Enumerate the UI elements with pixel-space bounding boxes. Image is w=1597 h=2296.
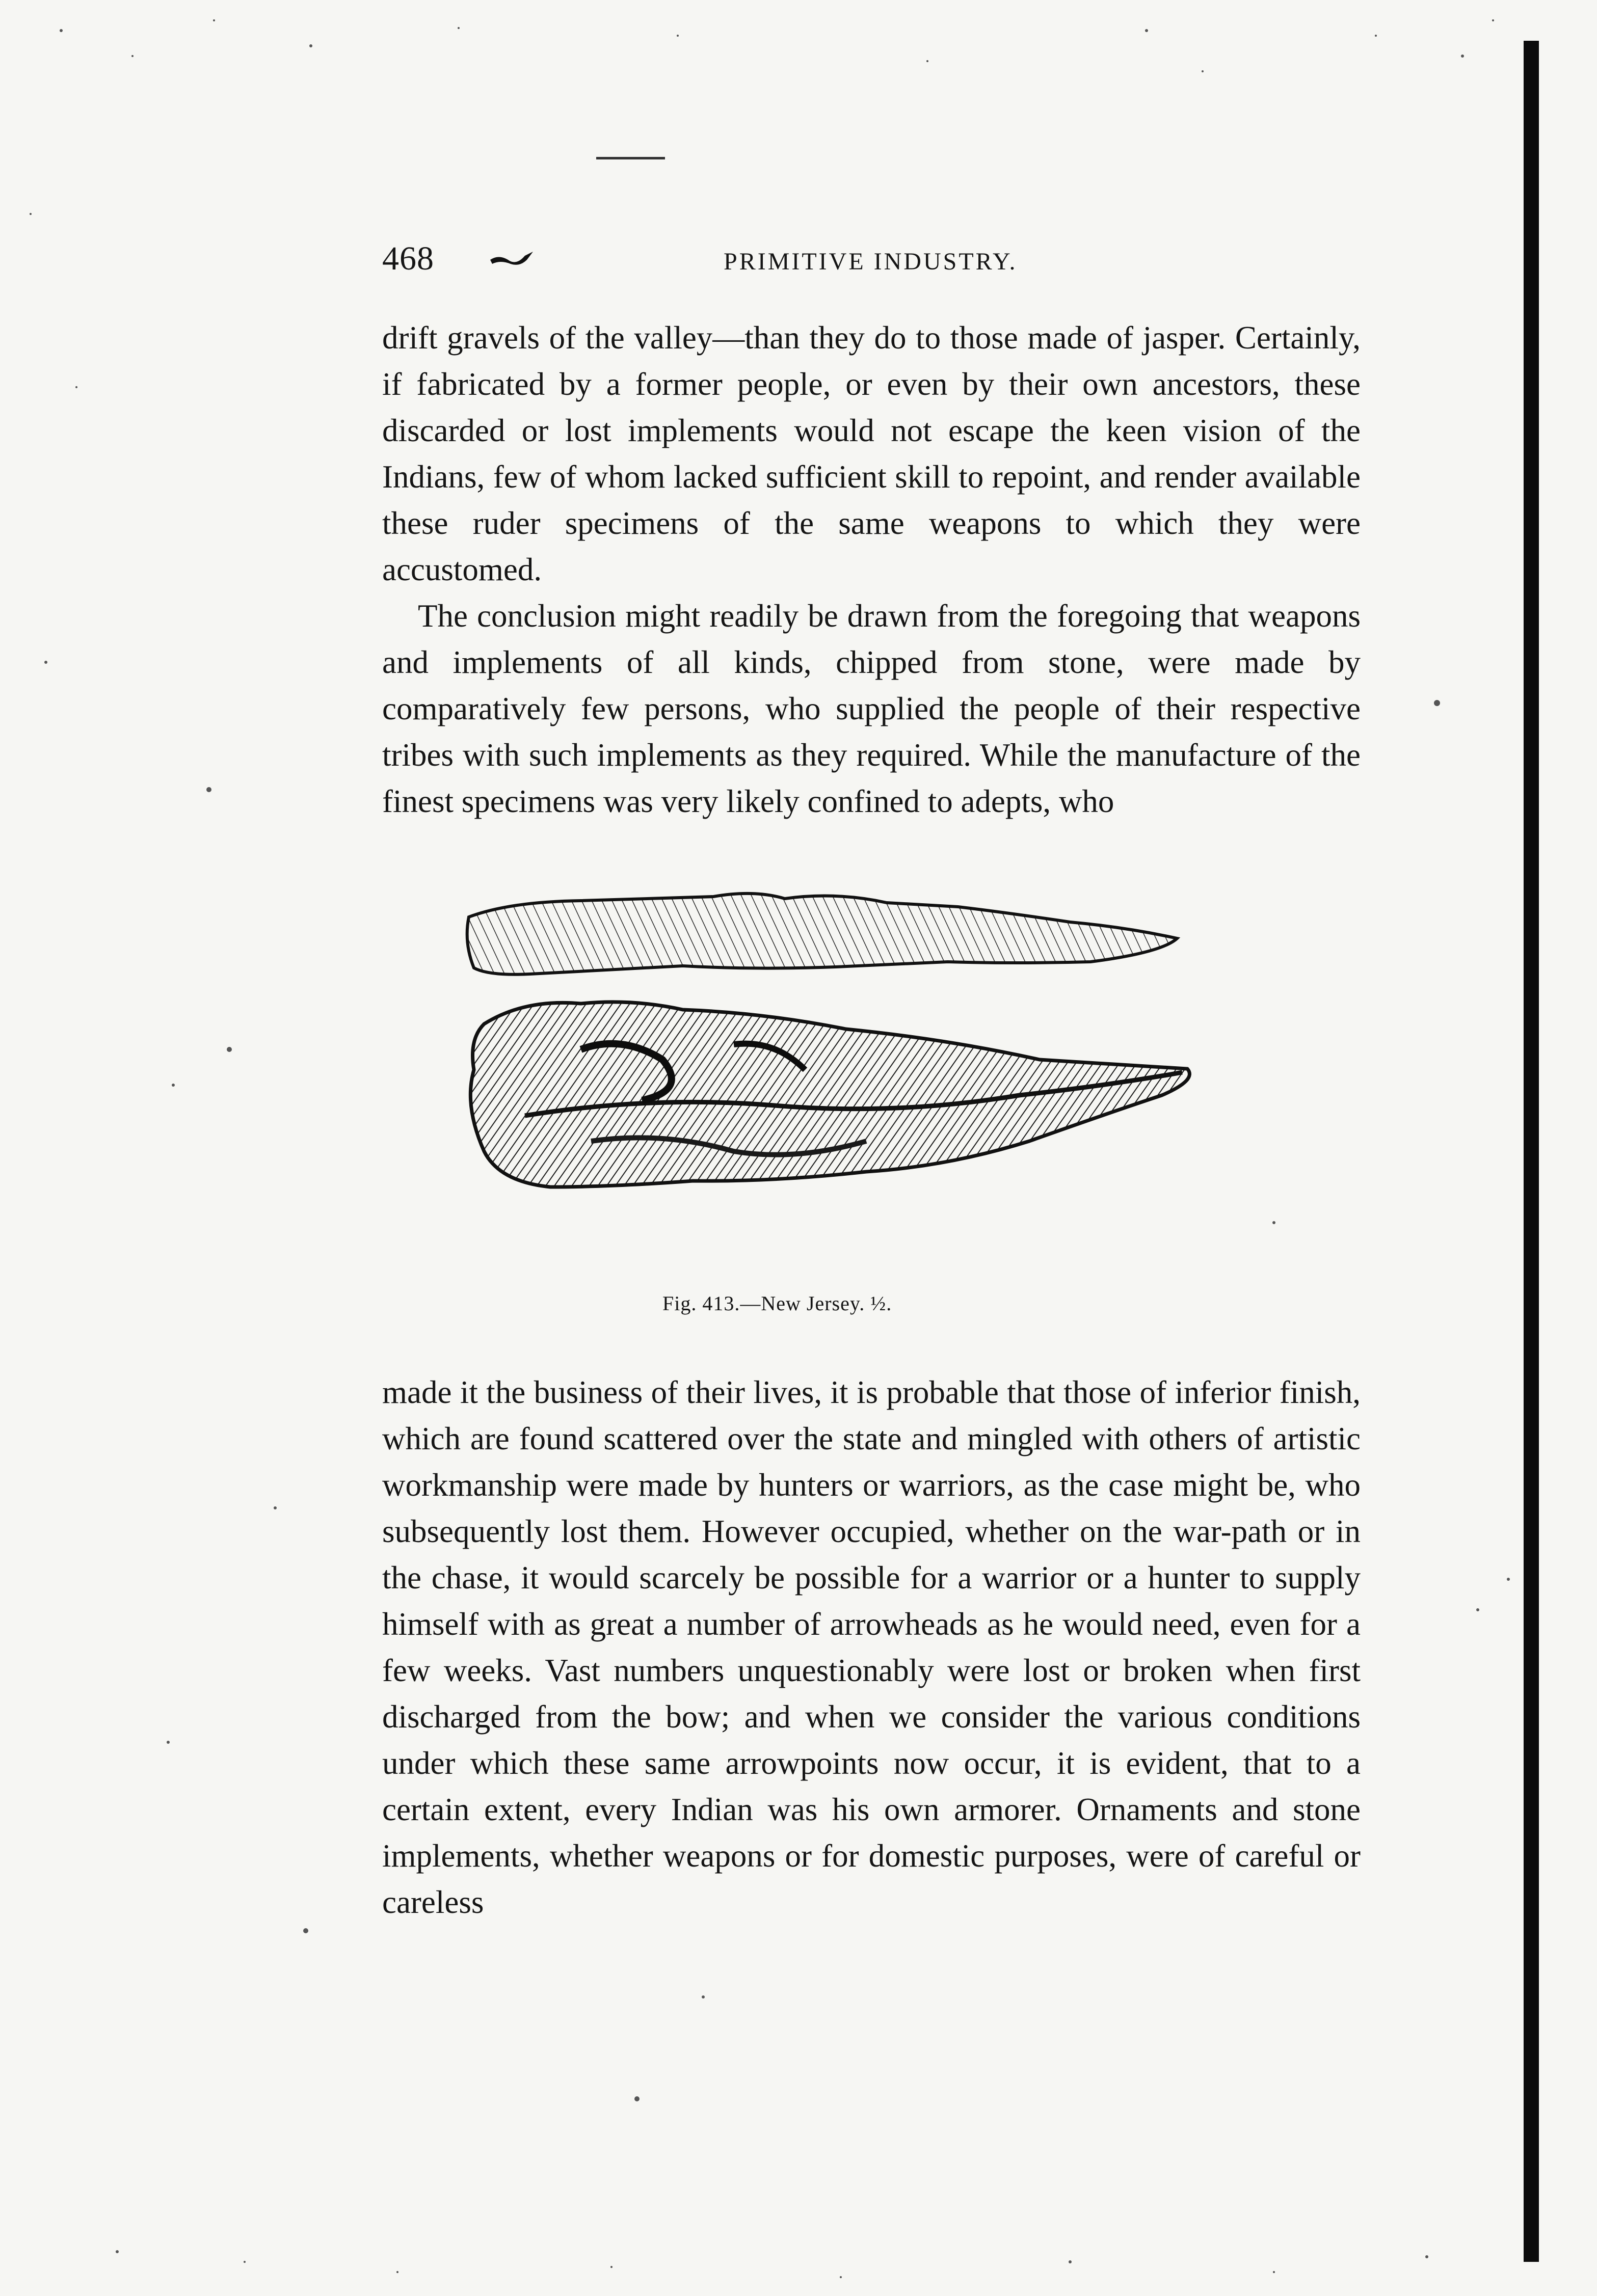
- paragraph: made it the business of their lives, it is probable that those of inferior finish, which are found scattered over the state and mingled with others of artistic workmanship were made by hunters or warriors, as the case might be, who subsequently lost them. However occupied, whether on the war-path or in the chase, it would scarcely be possible for a warrior or a hunter to supply himself with as great a number of arrowheads as he would need, even for a few weeks. Vast numbers unquestionably were lost or broken when first discharged from the bow; and when we consider the various conditions under which these same arrowpoints now occur, it is evident, that to a certain extent, every Indian was his own armorer. Ornaments and stone implements, whether weapons or for domestic purposes, were of careful or careless: [382, 1374, 1361, 1920]
- implement-edge-view: [467, 894, 1177, 975]
- paragraph: The conclusion might readily be drawn from the foregoing that weapons and implements of all kinds, chipped from stone, were made by comparatively few persons, who supplied the people of their respective tribes with such implements as they required. While the manufacture of the finest specimens was very likely confined to adepts, who: [382, 598, 1361, 819]
- running-head-title: PRIMITIVE INDUSTRY.: [724, 248, 1018, 275]
- text-block-bottom: [382, 1369, 1361, 1926]
- page-number: 468: [382, 240, 434, 277]
- top-rule: [596, 157, 665, 159]
- fleuron-icon: [489, 249, 535, 269]
- binding-edge-shadow: [1524, 41, 1539, 2262]
- stone-implement-illustration: [448, 876, 1284, 1279]
- paragraph: drift gravels of the valley—than they do to those made of jasper. Certainly, if fabricated by a former people, or even by their own ancestors, these discarded or lost implements would not escape the keen vision of the Indians, few of whom lacked sufficient skill to repoint, and render available these ruder specimens of the same weapons to which they were accustomed.: [382, 320, 1361, 587]
- implement-face-view: [470, 1002, 1189, 1187]
- text-block-top: [382, 315, 1361, 825]
- figure-caption: Fig. 413.—New Jersey. ½.: [662, 1292, 892, 1315]
- running-head: [382, 239, 1401, 280]
